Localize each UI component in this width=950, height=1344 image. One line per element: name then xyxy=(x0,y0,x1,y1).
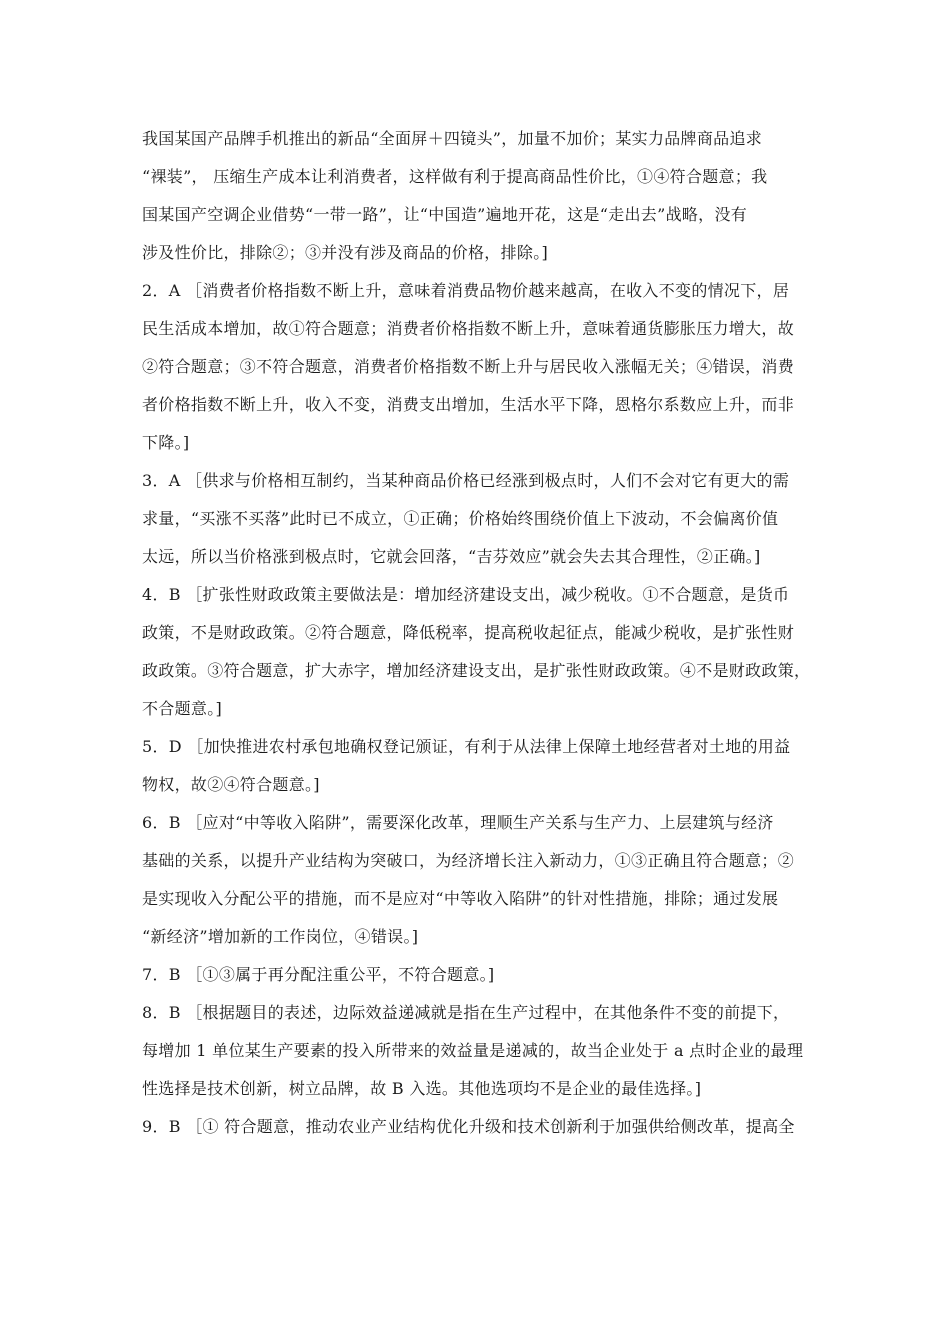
answer-3-line: 3．A ［供求与价格相互制约，当某种商品价格已经涨到极点时，人们不会对它有更大的需 xyxy=(142,471,790,490)
text-line: 性选择是技术创新，树立品牌，故 B 入选。其他选项均不是企业的最佳选择。] xyxy=(142,1079,702,1098)
text-line: “裸装”， 压缩生产成本让利消费者，这样做有利于提高商品性价比，①④符合题意；我 xyxy=(142,167,768,186)
answer-2-line: 2．A ［消费者价格指数不断上升，意味着消费品物价越来越高，在收入不变的情况下，居 xyxy=(142,281,790,300)
answer-4-line: 4．B ［扩张性财政政策主要做法是：增加经济建设支出，减少税收。①不合题意，是货币 xyxy=(142,585,790,604)
text-line: 我国某国产品牌手机推出的新品“全面屏＋四镜头”，加量不加价；某实力品牌商品追求 xyxy=(142,129,763,148)
text-line: 政政策。③符合题意，扩大赤字，增加经济建设支出，是扩张性财政政策。④不是财政政策， xyxy=(142,661,811,680)
text-line: 不合题意。] xyxy=(142,699,223,718)
answer-5-line: 5．D ［加快推进农村承包地确权登记颁证，有利于从法律上保障土地经营者对土地的用益 xyxy=(142,737,791,756)
answer-6-line: 6．B ［应对“中等收入陷阱”，需要深化改革，理顺生产关系与生产力、上层建筑与经济 xyxy=(142,813,774,832)
text-line: 政策，不是财政政策。②符合题意，降低税率，提高税收起征点，能减少税收，是扩张性财 xyxy=(142,623,795,642)
text-line: 是实现收入分配公平的措施，而不是应对“中等收入陷阱”的针对性措施，排除；通过发展 xyxy=(142,889,779,908)
text-line: 民生活成本增加，故①符合题意；消费者价格指数不断上升，意味着通货膨胀压力增大，故 xyxy=(142,319,795,338)
text-line: 物权，故②④符合题意。] xyxy=(142,775,320,794)
answer-9-line: 9．B ［① 符合题意，推动农业产业结构优化升级和技术创新利于加强供给侧改革，提高全 xyxy=(142,1117,795,1136)
text-line: 者价格指数不断上升，收入不变，消费支出增加，生活水平下降，恩格尔系数应上升，而非 xyxy=(142,395,795,414)
text-line: 太远，所以当价格涨到极点时，它就会回落，“吉芬效应”就会失去其合理性，②正确。] xyxy=(142,547,761,566)
text-line: 国某国产空调企业借势“一带一路”，让“中国造”遍地开花，这是“走出去”战略，没有 xyxy=(142,205,748,224)
text-line: 每增加 1 单位某生产要素的投入所带来的效益量是递减的，故当企业处于 a 点时企业的最理 xyxy=(142,1041,804,1060)
text-line: “新经济”增加新的工作岗位，④错误。] xyxy=(142,927,419,946)
text-line: ②符合题意；③不符合题意，消费者价格指数不断上升与居民收入涨幅无关；④错误，消费 xyxy=(142,357,795,376)
answer-8-line: 8．B ［根据题目的表述，边际效益递减就是指在生产过程中，在其他条件不变的前提下， xyxy=(142,1003,790,1022)
text-line: 涉及性价比，排除②；③并没有涉及商品的价格，排除。] xyxy=(142,243,549,262)
text-line: 下降。] xyxy=(142,433,190,452)
text-line: 求量，“买涨不买落”此时已不成立，①正确；价格始终围绕价值上下波动，不会偏离价值 xyxy=(142,509,779,528)
answer-7-line: 7．B ［①③属于再分配注重公平，不符合题意。] xyxy=(142,965,495,984)
text-line: 基础的关系，以提升产业结构为突破口，为经济增长注入新动力，①③正确且符合题意；② xyxy=(142,851,795,870)
